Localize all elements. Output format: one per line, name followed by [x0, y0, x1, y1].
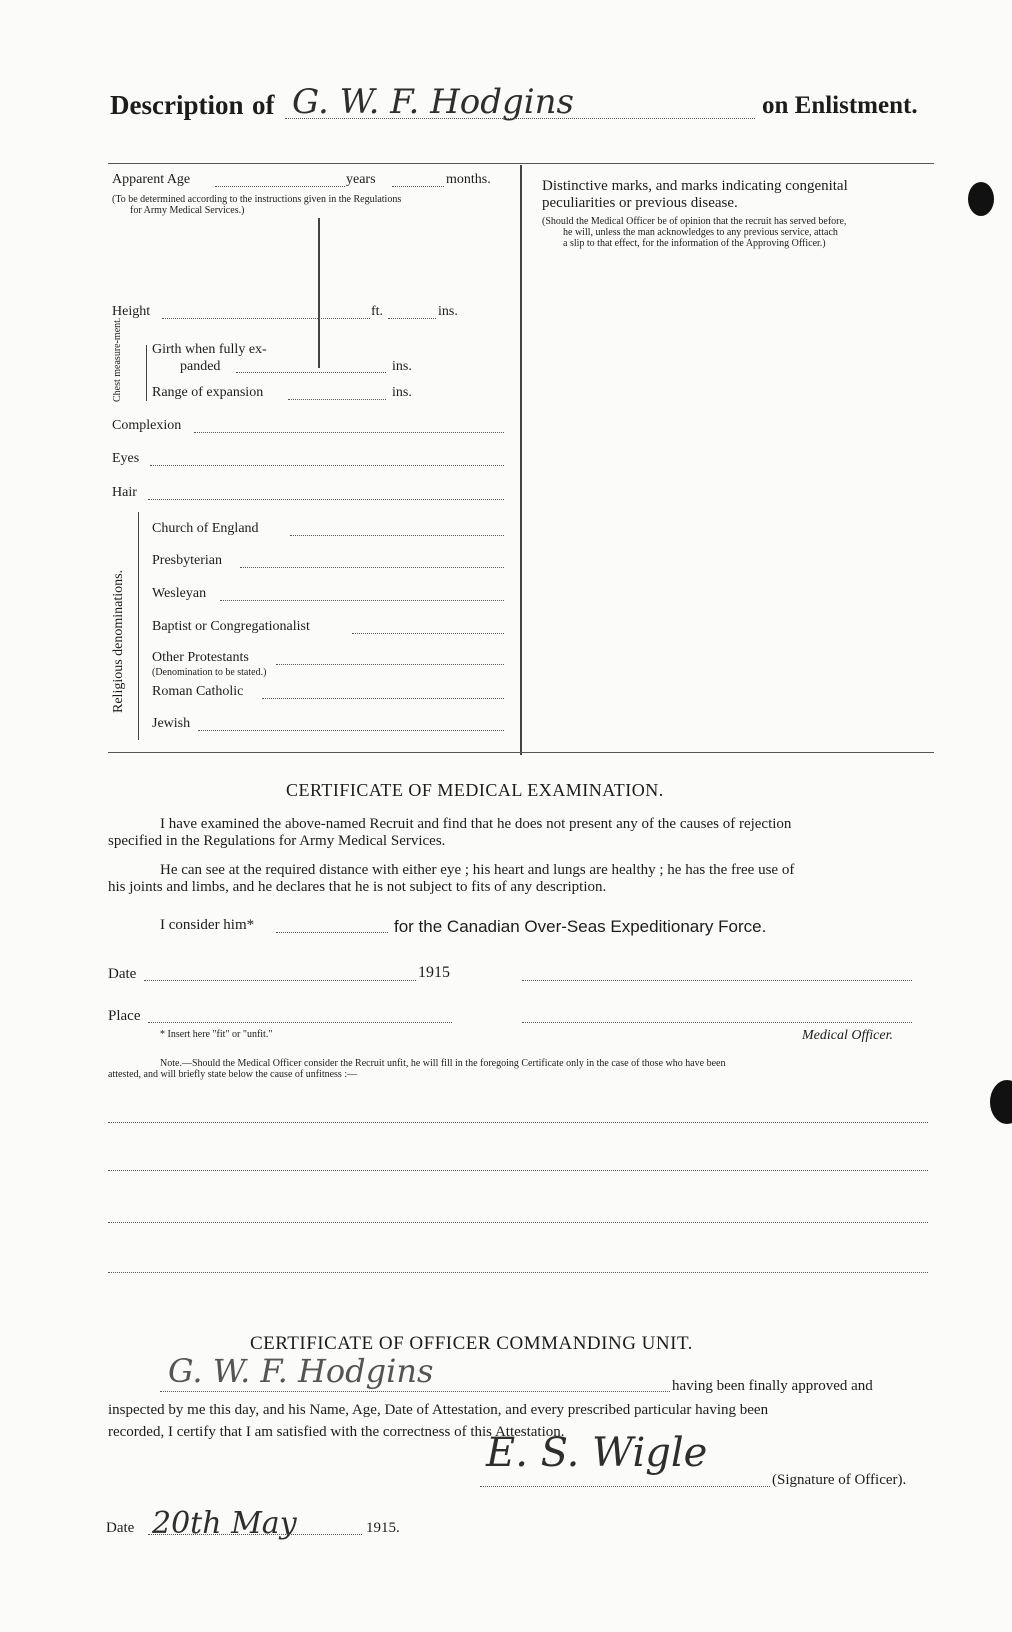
height-ft-line	[162, 318, 370, 319]
religion-presbyterian: Presbyterian	[152, 553, 222, 568]
officer-date-handwritten: 20th May	[152, 1506, 297, 1541]
officer-signature-handwritten: E. S. Wigle	[486, 1430, 708, 1476]
medical-place-label: Place	[108, 1008, 141, 1024]
height-ft-label: ft.	[371, 304, 384, 319]
medical-para2-line2: his joints and limbs, and he declares that he is not subject to fits of any description.	[108, 879, 607, 895]
officer-recruit-name-handwritten: G. W. F. Hodgins	[168, 1352, 434, 1390]
height-label: Height	[112, 304, 151, 319]
height-ins-label: ins.	[438, 304, 458, 319]
form-title-prefix: Description	[110, 90, 244, 120]
height-ins-line	[388, 318, 436, 319]
religion-other-protestants: Other Protestants	[152, 650, 249, 665]
chest-measurement-label: Chest measure-ment.	[112, 317, 123, 402]
months-label: months.	[446, 172, 491, 187]
medical-date-line	[144, 980, 416, 981]
girth-label-line1: Girth when fully ex-	[152, 342, 267, 357]
medical-certificate-heading: CERTIFICATE OF MEDICAL EXAMINATION.	[286, 780, 664, 800]
age-years-line	[215, 186, 345, 187]
unfitness-line-3	[108, 1222, 928, 1223]
religion-bracket	[138, 512, 139, 740]
hair-line	[148, 499, 504, 500]
religion-roman-catholic: Roman Catholic	[152, 684, 244, 699]
religion-line-5	[276, 664, 504, 665]
fit-unfit-insert-note: * Insert here "fit" or "unfit."	[160, 1029, 273, 1040]
served-before-note-line2: he will, unless the man acknowledges to any previous service, attach	[563, 227, 838, 238]
unfitness-line-4	[108, 1272, 928, 1273]
officer-line3: recorded, I certify that I am satisfied with the correctness of this Attestation.	[108, 1424, 565, 1440]
unfitness-line-2	[108, 1170, 928, 1171]
column-divider	[520, 165, 522, 755]
medical-para1-line2: specified in the Regulations for Army Medical Services.	[108, 833, 446, 849]
top-rule	[108, 163, 934, 164]
consider-him-label: I consider him*	[160, 917, 255, 933]
religion-wesleyan: Wesleyan	[152, 586, 207, 601]
girth-label-line2: panded	[180, 359, 221, 374]
denomination-note: (Denomination to be stated.)	[152, 667, 267, 678]
medical-place-line	[148, 1022, 452, 1023]
medical-officer-name-line	[522, 1022, 912, 1023]
punch-hole-bottom	[990, 1080, 1012, 1124]
officer-date-line	[148, 1534, 362, 1535]
medical-para1-line1: I have examined the above-named Recruit and find that he does not present any of the causes of rejection	[160, 816, 792, 832]
girth-ins-label: ins.	[392, 359, 412, 374]
range-ins-label: ins.	[392, 385, 412, 400]
officer-certificate-heading: CERTIFICATE OF OFFICER COMMANDING UNIT.	[250, 1333, 693, 1354]
medical-officer-signature-line	[522, 980, 912, 981]
apparent-age-label: Apparent Age	[112, 172, 191, 187]
officer-date-label: Date	[106, 1520, 135, 1536]
unfitness-note-line1: Note.—Should the Medical Officer consider the Recruit unfit, he will fill in the foregoing Certificate only in the case of those who have been	[160, 1058, 726, 1069]
name-line	[285, 118, 755, 119]
religion-line-4	[352, 633, 504, 634]
served-before-note-line3: a slip to that effect, for the information of the Approving Officer.)	[563, 238, 826, 249]
eyes-label: Eyes	[112, 451, 140, 466]
medical-para2-line1: He can see at the required distance with either eye ; his heart and lungs are healthy ; he has the free use of	[160, 862, 795, 878]
age-months-line	[392, 186, 444, 187]
unfitness-note-line2: attested, and will briefly state below the cause of unfitness :—	[108, 1069, 358, 1080]
age-note-line1: (To be determined according to the instructions given in the Regulations	[112, 194, 402, 205]
range-expansion-label: Range of expansion	[152, 385, 264, 400]
officer-line1-tail: having been finally approved and	[672, 1378, 873, 1394]
fit-unfit-line	[276, 932, 388, 933]
religion-line-7	[198, 730, 504, 731]
eyes-line	[150, 465, 504, 466]
age-note-line2: for Army Medical Services.)	[130, 205, 245, 216]
medical-date-year: 1915	[418, 964, 450, 981]
hair-label: Hair	[112, 485, 137, 500]
years-label: years	[346, 172, 376, 187]
form-title-suffix: on Enlistment.	[762, 92, 918, 119]
punch-hole-top	[968, 182, 994, 216]
religion-line-3	[220, 600, 504, 601]
medical-date-label: Date	[108, 966, 137, 982]
religious-denominations-label: Religious denominations.	[111, 569, 126, 713]
form-title-of: of	[252, 90, 275, 120]
religion-church-of-england: Church of England	[152, 521, 259, 536]
expeditionary-force-text: for the Canadian Over-Seas Expeditionary Force.	[394, 917, 767, 936]
signature-of-officer-label: (Signature of Officer).	[772, 1472, 907, 1488]
religion-line-6	[262, 698, 504, 699]
unfitness-line-1	[108, 1122, 928, 1123]
medical-officer-label: Medical Officer.	[802, 1028, 893, 1043]
complexion-line	[194, 432, 504, 433]
religion-jewish: Jewish	[152, 716, 191, 731]
served-before-note-line1: (Should the Medical Officer be of opinion that the recruit has served before,	[542, 216, 847, 227]
complexion-label: Complexion	[112, 418, 182, 433]
officer-signature-line	[480, 1486, 770, 1487]
bottom-rule	[108, 752, 934, 753]
distinctive-marks-line2: peculiarities or previous disease.	[542, 195, 738, 211]
religion-line-2	[240, 567, 504, 568]
chest-bracket	[146, 345, 147, 401]
distinctive-marks-line1: Distinctive marks, and marks indicating congenital	[542, 178, 848, 194]
range-line	[288, 399, 386, 400]
officer-name-line	[160, 1391, 670, 1392]
girth-line	[236, 372, 386, 373]
recruit-name-handwritten: G. W. F. Hodgins	[292, 82, 574, 122]
religion-baptist: Baptist or Congregationalist	[152, 619, 310, 634]
left-inner-rule	[318, 218, 320, 368]
officer-line2: inspected by me this day, and his Name, Age, Date of Attestation, and every prescribed particular having been	[108, 1402, 769, 1418]
officer-date-year: 1915.	[366, 1520, 400, 1536]
religion-line-1	[290, 535, 504, 536]
